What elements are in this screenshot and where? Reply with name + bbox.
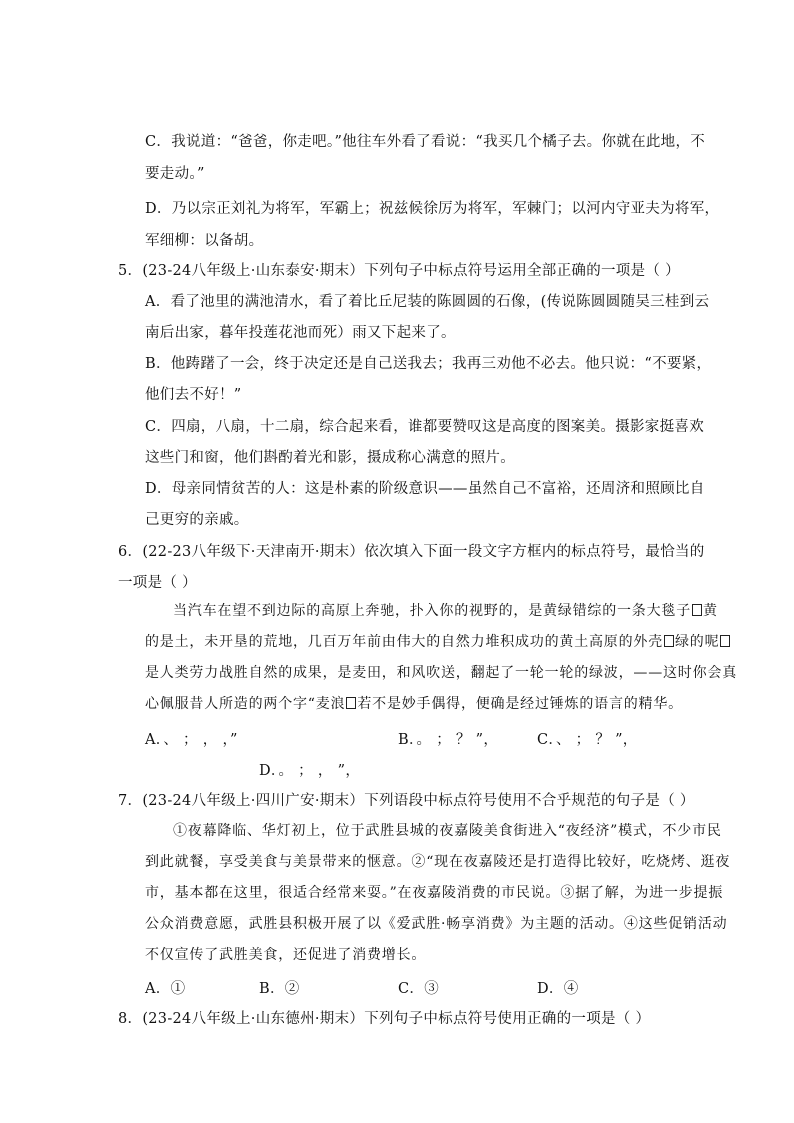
q7-passage-line2: 到此就餐，享受美食与美景带来的惬意。②“现在夜嘉陵还是打造得比较好，吃烧烤、逛夜 <box>145 854 731 870</box>
q4-option-d-line2: 军细柳：以备胡。 <box>145 233 264 249</box>
q6-passage-text: 心佩服昔人所造的两个字“麦浪 <box>145 696 346 712</box>
q6-passage-line3: 是人类劳力战胜自然的成果，是麦田，和风吹送，翻起了一轮一轮的绿波，——这时你会真 <box>145 665 737 681</box>
q5-option-c-line2: 这些门和窗，他们斟酌着光和影，摄成称心满意的照片。 <box>145 450 515 466</box>
q5-option-b-line1: B．他踌躇了一会，终于决定还是自己送我去；我再三劝他不必去。他只说：“不要紧， <box>145 356 712 372</box>
q7-option-c: C．③ <box>398 981 439 997</box>
q5-option-c-line1: C．四扇，八扇，十二扇，综合起来看，谁都要赞叹这是高度的图案美。摄影家挺喜欢 <box>145 419 704 435</box>
q6-passage-line4 <box>145 693 683 713</box>
q7-passage-line1: ①夜幕降临、华灯初上，位于武胜县城的夜嘉陵美食街进入“夜经济”模式，不少市民 <box>173 823 722 839</box>
q8-stem: 8．(23-24八年级上·山东德州·期末）下列句子中标点符号使用正确的一项是（ ） <box>118 1011 651 1027</box>
q7-passage-line5: 不仅宣传了武胜美食，还促进了消费增长。 <box>145 947 427 963</box>
q6-passage-text: 当汽车在望不到边际的高原上奔驰，扑入你的视野的，是黄绿错综的一条大毯子 <box>173 603 691 619</box>
q7-option-b: B．② <box>259 981 300 997</box>
q6-passage-line1 <box>173 600 718 620</box>
q5-stem: 5．(23-24八年级上·山东泰安·期末）下列句子中标点符号运用全部正确的一项是（ ） <box>118 263 680 279</box>
blank-box <box>692 604 702 616</box>
blank-box <box>346 697 356 709</box>
q6-option-b: B．。 ； ？ ”， <box>398 732 499 748</box>
q5-option-d-line2: 己更穷的亲戚。 <box>145 512 249 528</box>
q6-option-c: C．、 ； ？ ”， <box>537 732 638 748</box>
blank-box <box>664 635 674 647</box>
q5-option-a-line2: 南后出家，暮年投莲花池而死）雨又下起来了。 <box>145 325 456 341</box>
q6-passage-text: 若不是妙手偶得，便确是经过锤炼的语言的精华。 <box>357 696 683 712</box>
q6-passage-text: 的是土，未开垦的荒地，几百万年前由伟大的自然力堆积成功的黄土高原的外壳 <box>145 634 663 650</box>
q4-option-c-line1: C．我说道：“爸爸，你走吧。”他往车外看了看说：“我买几个橘子去。你就在此地，不 <box>145 134 706 150</box>
q7-option-d: D．④ <box>537 981 579 997</box>
q5-option-a-line1: A．看了池里的满池清水，看了着比丘尼装的陈圆圆的石像，(传说陈圆圆随吴三桂到云 <box>145 294 710 310</box>
q6-passage-text: 黄 <box>703 603 718 619</box>
q5-option-b-line2: 他们去不好！” <box>145 387 242 403</box>
q7-passage-line4: 公众消费意愿，武胜县积极开展了以《爱武胜·畅享消费》为主题的活动。④这些促销活动 <box>145 916 728 932</box>
q6-passage-text: 绿的呢 <box>675 634 720 650</box>
q7-option-a: A．① <box>145 981 186 997</box>
q5-option-d-line1: D．母亲同情贫苦的人：这是朴素的阶级意识——虽然自己不富裕，还周济和照顾比自 <box>145 481 705 497</box>
q6-stem-line1: 6．(22-23八年级下·天津南开·期末）依次填入下面一段文字方框内的标点符号，最恰当的 <box>118 544 705 560</box>
q6-stem-line2: 一项是（ ） <box>118 575 197 591</box>
q6-passage-line2 <box>145 631 731 651</box>
q4-option-d-line1: D．乃以宗正刘礼为将军，军霸上；祝兹候徐厉为将军，军棘门；以河内守亚夫为将军， <box>145 201 720 217</box>
q6-option-a: A．、 ； ， ，” <box>145 732 238 748</box>
blank-box <box>720 635 730 647</box>
q7-passage-line3: 市，基本都在这里，很适合经常来耍。”在夜嘉陵消费的市民说。③据了解，为进一步提振 <box>145 885 724 901</box>
q7-stem: 7．(23-24八年级上·四川广安·期末）下列语段中标点符号使用不合乎规范的句子是（ ） <box>118 793 695 809</box>
q4-option-c-line2: 要走动。” <box>145 166 205 182</box>
q6-option-d: D．。 ； ， ”， <box>259 763 361 779</box>
